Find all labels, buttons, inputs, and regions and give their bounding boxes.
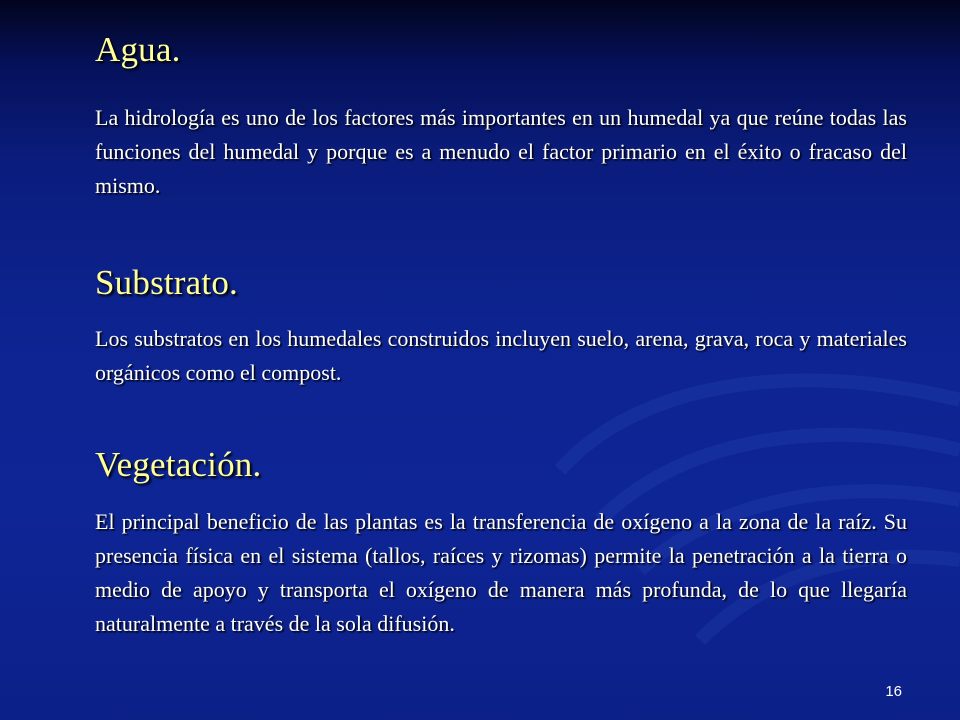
- heading-agua: Agua.: [95, 30, 181, 69]
- paragraph-agua: La hidrología es uno de los factores más importantes en un humedal ya que reúne todas las funciones del humedal y porque es a menudo el factor primario en el éxito o fracaso del mismo.: [95, 105, 907, 198]
- page-number: 16: [885, 683, 902, 700]
- paragraph-substrato: Los substratos en los humedales construidos incluyen suelo, arena, grava, roca y materiales orgánicos como el compost.: [95, 326, 907, 385]
- paragraph-vegetacion: El principal beneficio de las plantas es la transferencia de oxígeno a la zona de la raíz. Su presencia física en el sistema (tallos, raíces y rizomas) permite la penetración a la tierra o medio de apoyo y transporta el oxígeno de manera más profunda, de lo que llegaría naturalmente a través de la sola difusión.: [95, 509, 907, 636]
- heading-vegetacion: Vegetación.: [95, 445, 262, 484]
- heading-substrato: Substrato.: [95, 263, 238, 302]
